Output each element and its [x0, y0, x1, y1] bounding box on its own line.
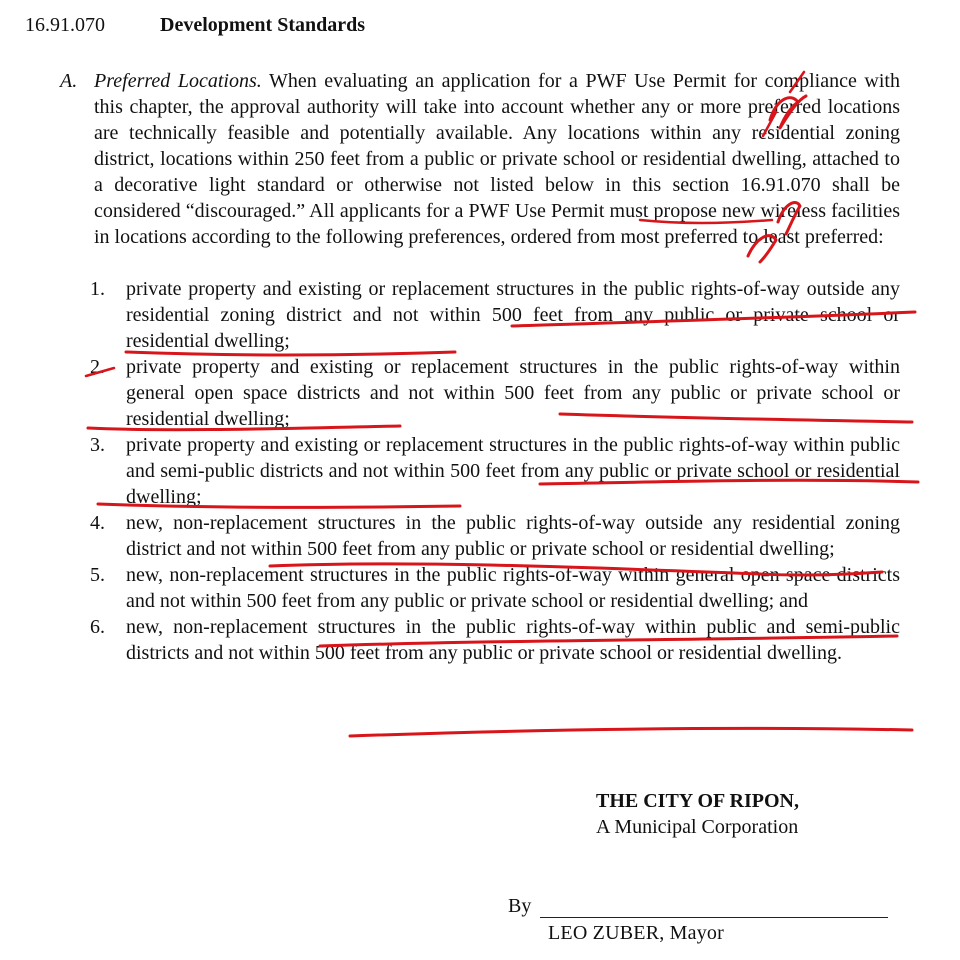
- list-item-number: 4.: [90, 512, 105, 534]
- list-item: [90, 354, 900, 432]
- list-item: [90, 562, 900, 614]
- underline-mark: [350, 728, 912, 736]
- list-item-number: 1.: [90, 278, 105, 300]
- preference-list: [90, 276, 900, 666]
- list-item-text: private property and existing or replacement structures in the public rights-of-way within general open space districts and not within 500 feet from any public or private school or residential dwelling;: [126, 356, 900, 430]
- list-item-text: new, non-replacement structures in the public rights-of-way within public and semi-public districts and not within 500 feet from any public or private school or residential dwelling.: [126, 616, 900, 664]
- list-item-number: 2.: [90, 356, 105, 378]
- list-item-number: 5.: [90, 564, 105, 586]
- list-item-text: private property and existing or replacement structures in the public rights-of-way within public and semi-public districts and not within 500 feet from any public or private school or residential dwelling;: [126, 434, 900, 508]
- list-item: [90, 510, 900, 562]
- signer-name: LEO ZUBER, Mayor: [548, 922, 724, 944]
- list-item: [90, 432, 900, 510]
- section-number: 16.91.070: [25, 14, 105, 36]
- list-item-text: private property and existing or replacement structures in the public rights-of-way outside any residential zoning district and not within 500 feet from any public or private school or residential dwelling;: [126, 278, 900, 352]
- section-title: Development Standards: [160, 14, 366, 36]
- paragraph-a: [60, 68, 900, 250]
- list-item: [90, 276, 900, 354]
- list-item-number: 3.: [90, 434, 105, 456]
- paragraph-text: When evaluating an application for a PWF Use Permit for compliance with this chapter, the approval authority will take into account whether any or more preferred locations are technically feasible and potentially available. Any locations within any residential zoning district, locations within 250 feet from a public or private school or residential dwelling, attached to a decorative light standard or otherwise not listed below in this section 16.91.070 shall be considered “discouraged.” All applicants for a PWF Use Permit must propose new wireless facilities in locations according to the following preferences, ordered from most preferred to least preferred:: [94, 70, 900, 248]
- paragraph-label: A.: [60, 70, 78, 92]
- list-item-number: 6.: [90, 616, 105, 638]
- signature-line: [540, 917, 888, 918]
- corporation-type: A Municipal Corporation: [596, 816, 799, 838]
- list-item-text: new, non-replacement structures in the public rights-of-way within general open space districts and not within 500 feet from any public or private school or residential dwelling; and: [126, 564, 900, 612]
- list-item: [90, 614, 900, 666]
- by-line: [508, 895, 531, 918]
- paragraph-body: [94, 68, 900, 250]
- signature-block: [596, 788, 799, 840]
- by-label: By: [508, 895, 532, 917]
- paragraph-lead-in: Preferred Locations.: [94, 70, 262, 92]
- section-header: [25, 14, 365, 37]
- list-item-text: new, non-replacement structures in the public rights-of-way outside any residential zoning district and not within 500 feet from any public or private school or residential dwelling;: [126, 512, 900, 560]
- city-name: THE CITY OF RIPON,: [596, 790, 799, 812]
